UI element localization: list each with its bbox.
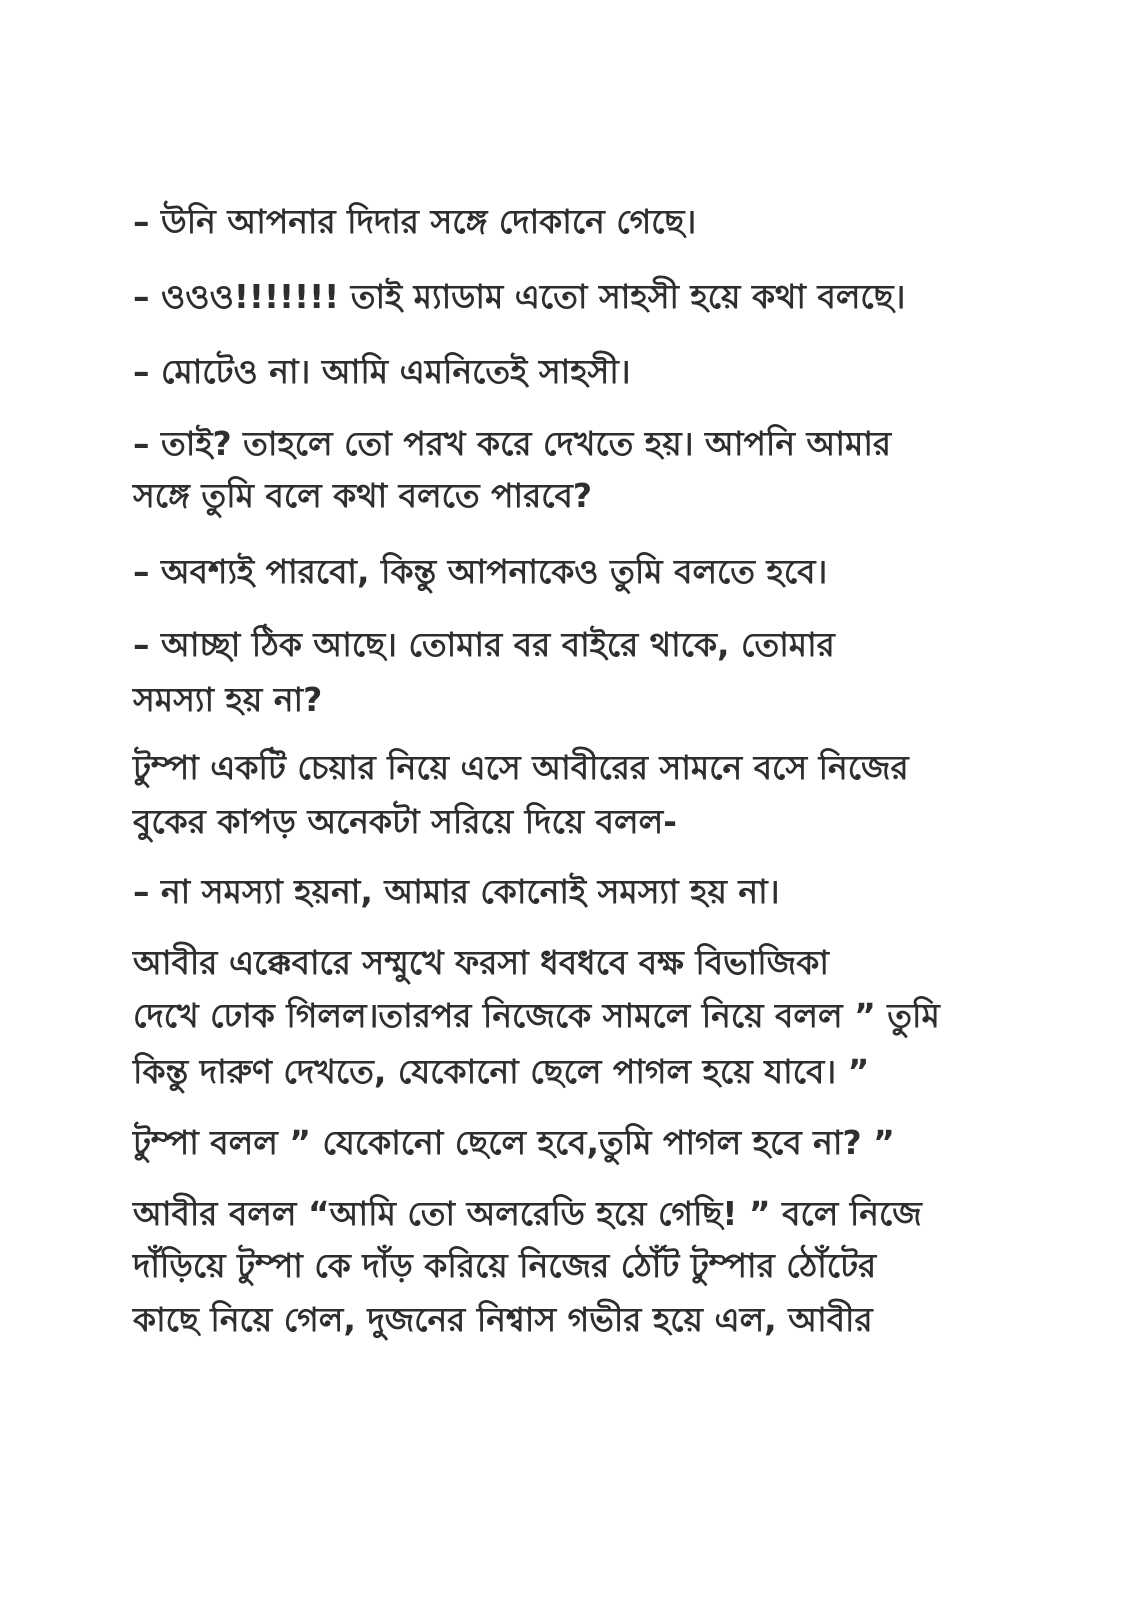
text-line: টুম্পা বলল ” যেকোনো ছেলে হবে,তুমি পাগল হবে না? ” (133, 1123, 895, 1162)
text-line: দাঁড়িয়ে টুম্পা কে দাঁড় করিয়ে নিজের ঠোঁট টুম্পার ঠোঁটের (133, 1246, 877, 1285)
text-line: – ওওও!!!!!!! তাই ম্যাডাম এতো সাহসী হয়ে কথা বলছে। (133, 277, 906, 316)
text-line: বুকের কাপড় অনেকটা সরিয়ে দিয়ে বলল- (133, 802, 677, 841)
text-line: আবীর বলল “আমি তো অলরেডি হয়ে গেছি! ” বলে নিজে (133, 1194, 922, 1233)
text-line: – আচ্ছা ঠিক আছে। তোমার বর বাইরে থাকে, তোমার (133, 625, 835, 664)
text-line: দেখে ঢোক গিলল।তারপর নিজেকে সামলে নিয়ে বলল ” তুমি (133, 996, 940, 1035)
text-line: আবীর এক্কেবারে সম্মুখে ফরসা ধবধবে বক্ষ বিভাজিকা (133, 943, 829, 982)
text-line: সঙ্গে তুমি বলে কথা বলতে পারবে? (133, 476, 593, 515)
text-line: – না সমস্যা হয়না, আমার কোনোই সমস্যা হয় না। (133, 872, 780, 911)
text-line: কিন্তু দারুণ দেখতে, যেকোনো ছেলে পাগল হয়ে যাবে। ” (133, 1052, 870, 1091)
text-line: – মোটেও না। আমি এমনিতেই সাহসী। (133, 352, 631, 391)
text-line: কাছে নিয়ে গেল, দুজনের নিশ্বাস গভীর হয়ে এল, আবীর (133, 1300, 873, 1339)
text-line: – তাই? তাহলে তো পরখ করে দেখতে হয়। আপনি আমার (133, 424, 892, 463)
text-line: – উনি আপনার দিদার সঙ্গে দোকানে গেছে। (133, 202, 697, 241)
text-line: টুম্পা একটি চেয়ার নিয়ে এসে আবীরের সামনে বসে নিজের (133, 748, 909, 787)
text-line: – অবশ্যই পারবো, কিন্তু আপনাকেও তুমি বলতে হবে। (133, 552, 828, 591)
text-line: সমস্যা হয় না? (133, 680, 323, 719)
